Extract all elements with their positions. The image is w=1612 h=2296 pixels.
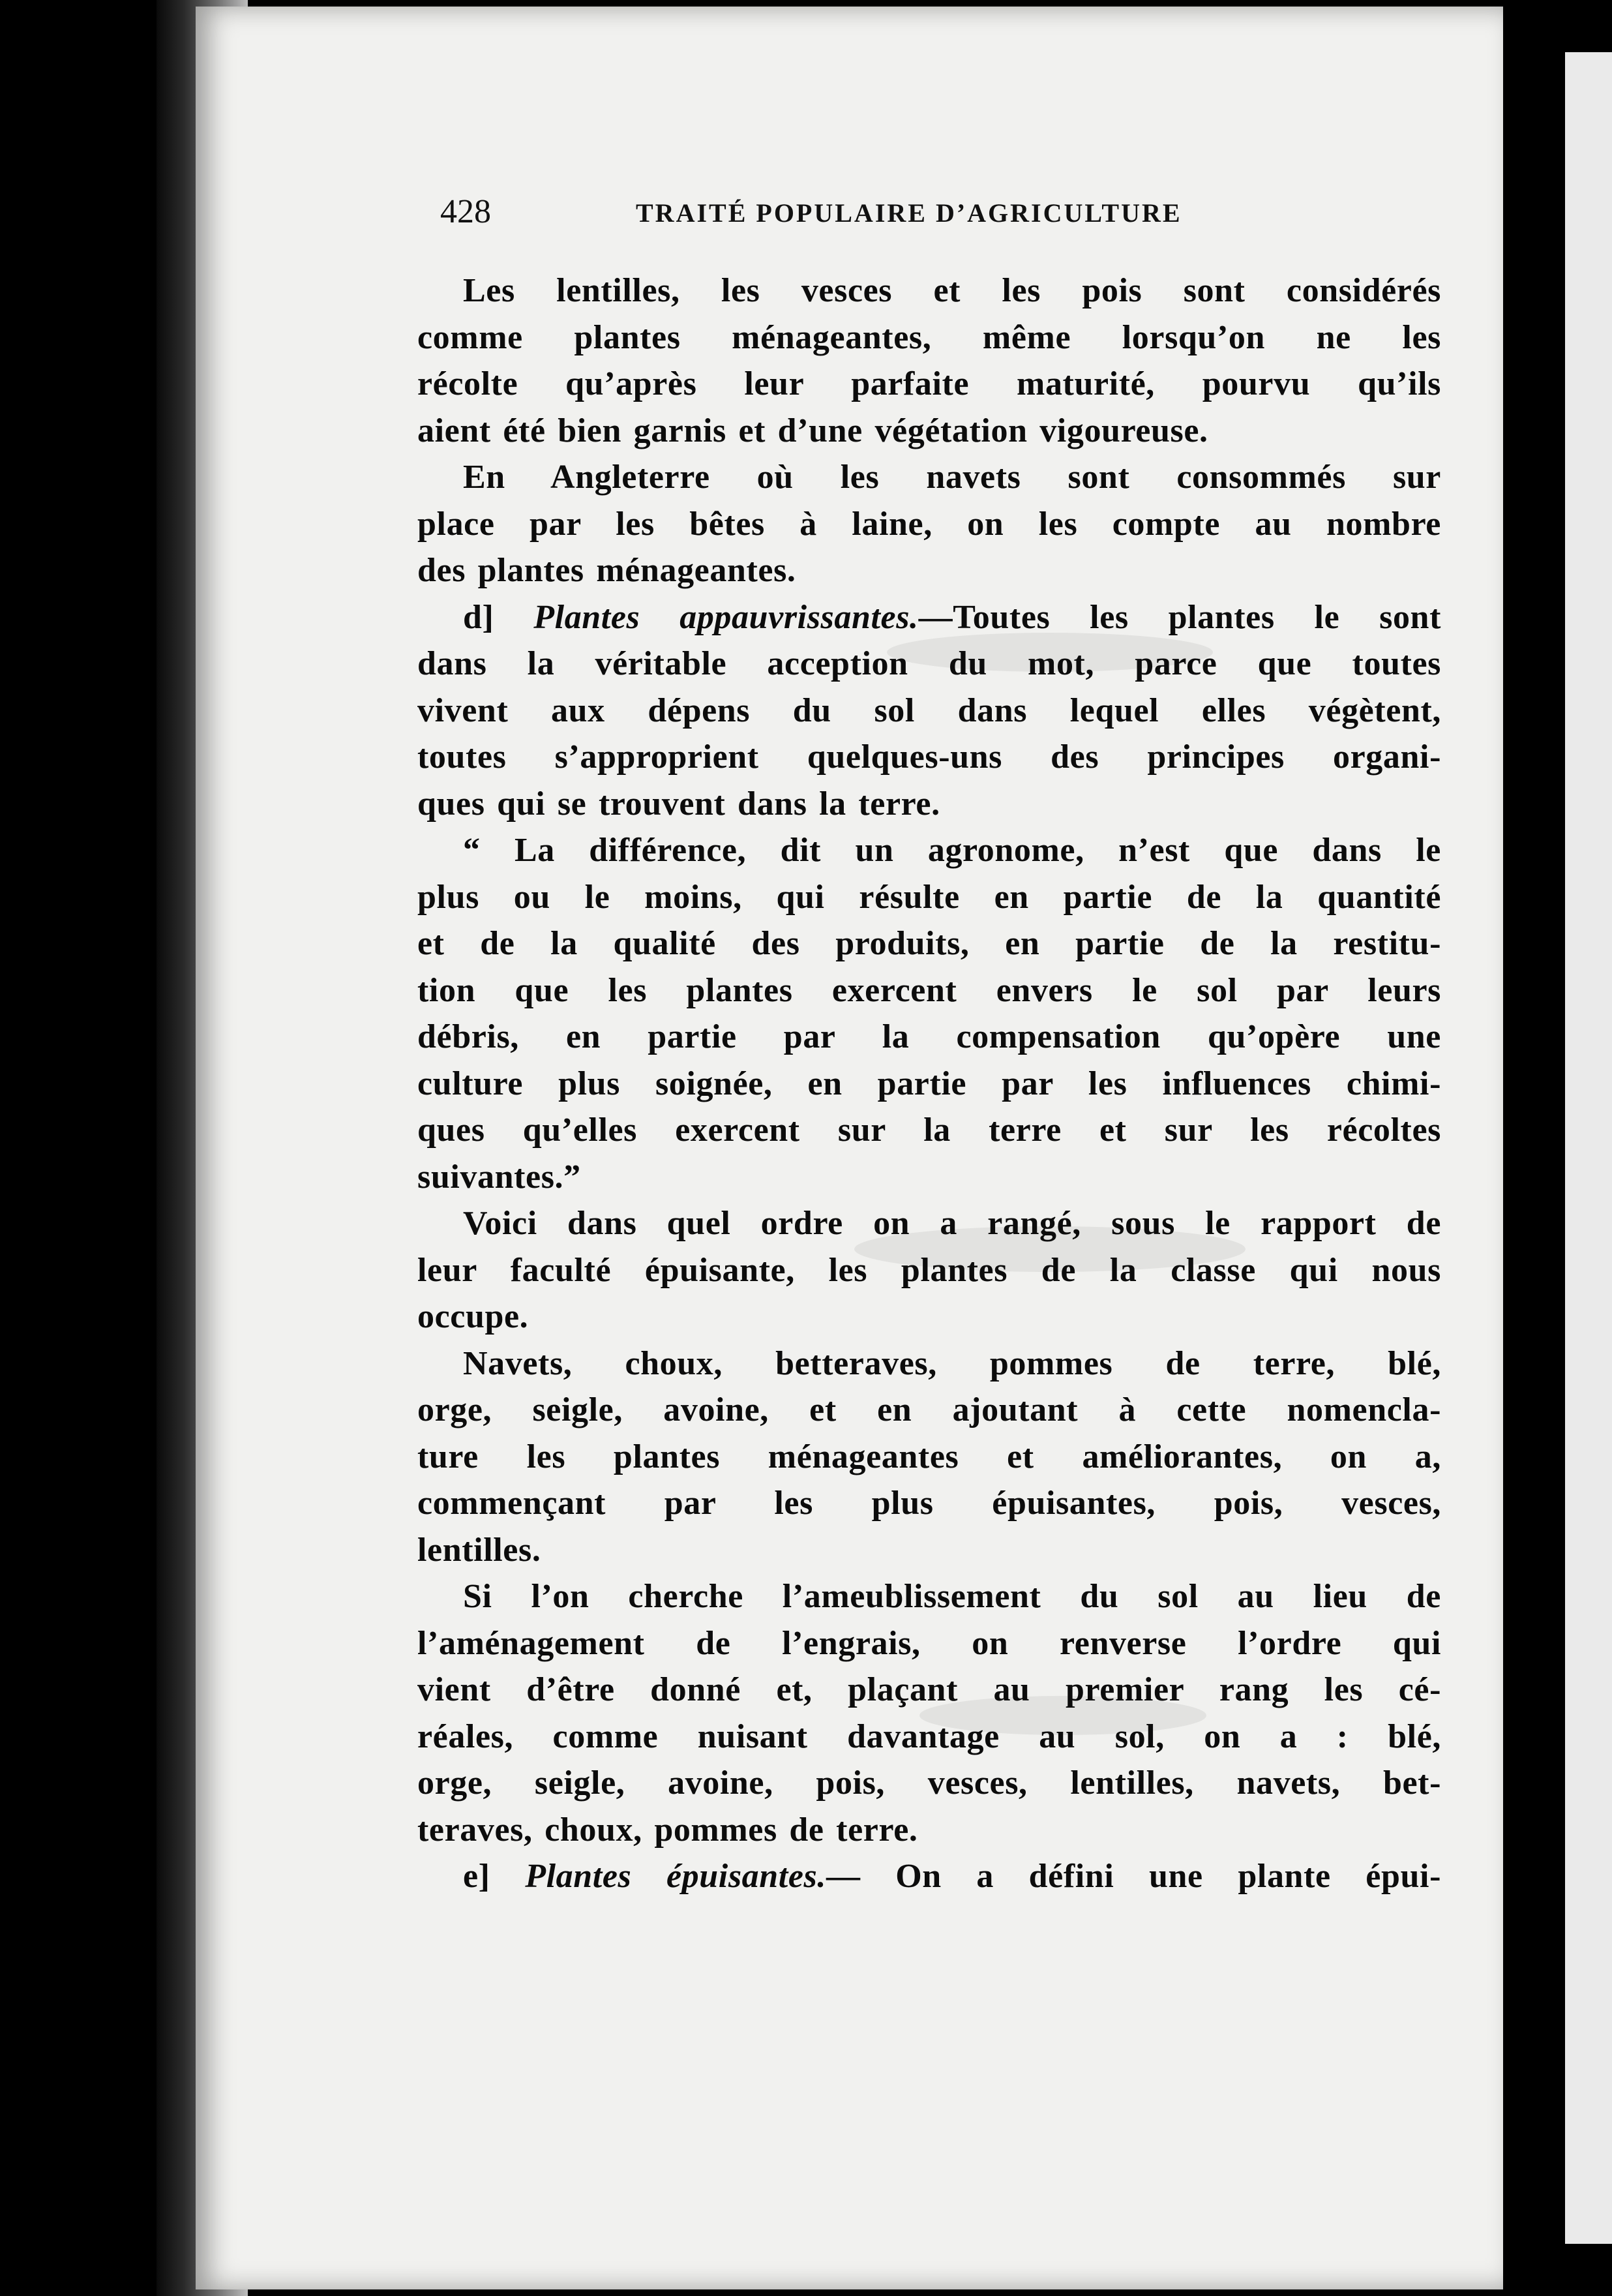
italic-heading: Plantes appauvrissantes.	[533, 598, 919, 636]
text-line: vient d’être donné et, plaçant au premier rang les cé-	[417, 1671, 1441, 1708]
running-head	[245, 192, 1301, 245]
italic-heading: Plantes épuisantes.	[525, 1858, 826, 1895]
text-line: ques qu’elles exercent sur la terre et sur les récoltes	[417, 1111, 1441, 1149]
running-title: TRAITÉ POPULAIRE D’AGRICULTURE	[636, 198, 1182, 228]
text-line: Si l’on cherche l’ameublissement du sol au lieu de	[463, 1578, 1441, 1615]
text-line: Voici dans quel ordre on a rangé, sous le rapport de	[463, 1205, 1441, 1242]
text-line: toutes s’approprient quelques-uns des principes organi-	[417, 738, 1441, 776]
text-line: En Angleterre où les navets sont consommés sur	[463, 459, 1441, 496]
text-line: tion que les plantes exercent envers le sol par leurs	[417, 971, 1441, 1009]
text-line: lentilles.	[417, 1531, 541, 1569]
text-line: teraves, choux, pommes de terre.	[417, 1811, 918, 1849]
text-line: leur faculté épuisante, les plantes de la classe qui nous	[417, 1251, 1441, 1289]
body-text	[417, 267, 1441, 1900]
text-line: des plantes ménageantes.	[417, 552, 796, 589]
text-line: orge, seigle, avoine, pois, vesces, lentilles, navets, bet-	[417, 1764, 1441, 1802]
text-line: l’aménagement de l’engrais, on renverse l’ordre qui	[417, 1624, 1441, 1662]
facing-page-edge	[1565, 52, 1612, 2244]
text-line: commençant par les plus épuisantes, pois, vesces,	[417, 1485, 1441, 1522]
text-line: comme plantes ménageantes, même lorsqu’on ne les	[417, 318, 1441, 356]
text-line: vivent aux dépens du sol dans lequel elles végètent,	[417, 691, 1441, 729]
text-line: aient été bien garnis et d’une végétation vigoureuse.	[417, 412, 1208, 449]
text-line: dans la véritable acception du mot, parce que toutes	[417, 645, 1441, 682]
text-line-e-heading: e] Plantes épuisantes.— On a défini une plante épui-	[463, 1858, 1441, 1895]
text-line: débris, en partie par la compensation qu’opère une	[417, 1018, 1441, 1055]
text-line: ques qui se trouvent dans la terre.	[417, 785, 940, 823]
text-line: plus ou le moins, qui résulte en partie de la quantité	[417, 878, 1441, 916]
text-line-d-heading: d] Plantes appauvrissantes.—Toutes les plantes le sont	[463, 598, 1441, 636]
text-line: Les lentilles, les vesces et les pois sont considérés	[463, 272, 1441, 309]
text-line: place par les bêtes à laine, on les compte au nombre	[417, 505, 1441, 543]
text-line: réales, comme nuisant davantage au sol, on a : blé,	[417, 1717, 1441, 1755]
text-line: récolte qu’après leur parfaite maturité, pourvu qu’ils	[417, 365, 1441, 402]
text-line: culture plus soignée, en partie par les influences chimi-	[417, 1065, 1441, 1102]
page-number: 428	[440, 193, 491, 230]
text-line: Navets, choux, betteraves, pommes de terre, blé,	[463, 1344, 1441, 1382]
text-line: “ La différence, dit un agronome, n’est que dans le	[463, 832, 1441, 869]
text-line: suivantes.”	[417, 1158, 581, 1196]
text-line: occupe.	[417, 1298, 529, 1335]
text-line: ture les plantes ménageantes et améliorantes, on a,	[417, 1438, 1441, 1475]
text-line: et de la qualité des produits, en partie de la restitu-	[417, 925, 1441, 962]
text-line: orge, seigle, avoine, et en ajoutant à cette nomencla-	[417, 1391, 1441, 1428]
